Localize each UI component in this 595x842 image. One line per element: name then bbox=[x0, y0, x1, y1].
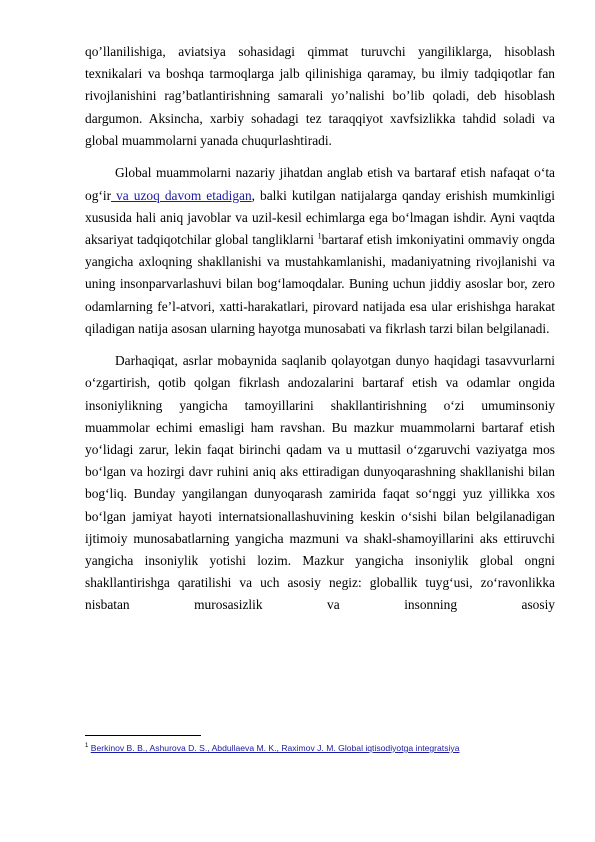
paragraph-3 bbox=[85, 350, 555, 616]
paragraph-2-text-end: bartaraf etish imkoniyatini ommaviy ongda yangicha axloqning shakllanishi va mustahkamlanishi, madaniyatning rivojlanishi va uning insonparvarlashuvi bilan bog‘lamoqdalar. Buning uchun jiddiy asoslar bor, zero odamlarning fe’l-atvori, xatti-harakatlari, pirovard natijada esa ular erishishga harakat qiladigan natija asosan ularning hayotga munosabati va fikrlash tarzi bilan belgilanadi. bbox=[85, 231, 555, 336]
paragraph-2-text-start: Global muammolarni nazariy jihatdan anglab etish va bartaraf etish nafaqat o‘ta og‘ir bbox=[85, 165, 555, 203]
paragraph-2 bbox=[85, 162, 555, 340]
inline-link[interactable]: va uzoq davom etadigan bbox=[111, 187, 252, 203]
document-body bbox=[85, 41, 555, 617]
paragraph-2-text-middle: , balki kutilgan natijalarga qanday erishish mumkinligi xususida hali aniq javoblar va uzil-kesil echimlarga ega bo‘lmagan ishdir. Ayni vaqtda aksariyat tadqiqotchilar global tangliklarni bbox=[85, 187, 555, 247]
footnote-number: 1 bbox=[85, 743, 89, 750]
footnote bbox=[85, 742, 555, 754]
paragraph-3-text: Darhaqiqat, asrlar mobaynida saqlanib qolayotgan dunyo haqidagi tasavvurlarni o‘zgartirish, qotib qolgan fikrlash andozalarini bartaraf etish va odamlar ongida insoniylikning yangicha tamoyillarini shakllantirishning o‘zi umuminsoniy muammolar echimi emasligi ham ravshan. Bu mazkur muammolarni bartaraf etish yo‘lidagi zarur, lekin faqat birinchi qadam va u muttasil o‘zgaruvchi vaziyatga mos bo‘lgan va hozirgi davr ruhini aniq aks ettiradigan dunyoqarashning shakllanishi bilan bog‘liq. Bunday yangilangan dunyoqarash zamirida faqat so‘nggi yuz yillikka xos bo‘lgan jamiyat hayoti internatsionallashuvining keskin o‘sishi bilan belgilanadigan ijtimoiy munosabatlarning yangicha mazmuni va shakl-shamoyillarini aks ettiruvchi yangicha insoniylik yotishi lozim. Mazkur yangicha insoniylik global ongni shakllantirishga qaratilishi va uch asosiy negiz: globallik tuyg‘usi, zo‘ravonlikka nisbatan murosasizlik va insonning asosiy bbox=[85, 353, 555, 613]
footnote-link[interactable]: Berkinov B. B., Ashurova D. S., Abdullaeva M. K., Raximov J. M. Global iqtisodiyotga integratsiya bbox=[90, 743, 460, 753]
paragraph-1 bbox=[85, 41, 555, 152]
paragraph-1-text: qo’llanilishiga, aviatsiya sohasidagi qimmat turuvchi yangiliklarga, hisoblash texnikalari va boshqa tarmoqlarga jalb qilinishiga qaramay, bu ilmiy tadqiqotlar fan rivojlanishini rag’batlantirishning samarali yo’nalishi bo’lib qoladi, deb hisoblash dargumon. Aksincha, xarbiy sohadagi tez taraqqiyot xavfsizlikka tahdid soladi va global muammolarni yanada chuqurlashtiradi. bbox=[85, 44, 555, 148]
footnote-divider bbox=[85, 735, 201, 736]
footnote-reference[interactable]: 1 bbox=[317, 231, 322, 241]
